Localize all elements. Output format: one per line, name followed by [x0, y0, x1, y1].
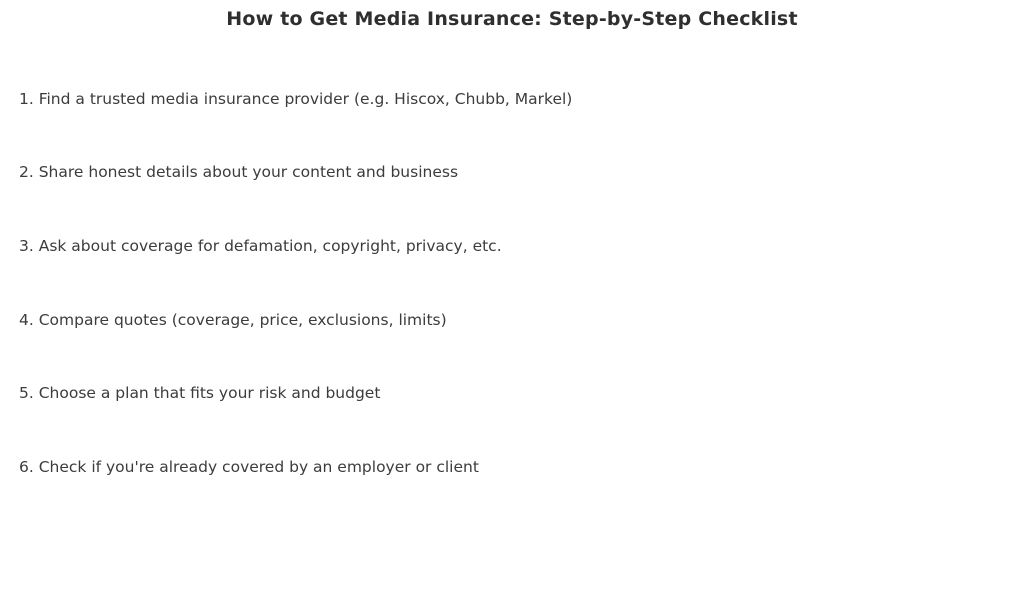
checklist-item-3: 3. Ask about coverage for defamation, copyright, privacy, etc.: [19, 237, 502, 255]
checklist-item-2: 2. Share honest details about your content and business: [19, 163, 459, 181]
checklist-item-4: 4. Compare quotes (coverage, price, exclusions, limits): [19, 311, 447, 329]
checklist-item-1: 1. Find a trusted media insurance provider (e.g. Hiscox, Chubb, Markel): [19, 90, 573, 108]
checklist-item-6: 6. Check if you're already covered by an employer or client: [19, 458, 479, 476]
checklist-item-5: 5. Choose a plan that fits your risk and budget: [19, 384, 381, 402]
page-title: How to Get Media Insurance: Step-by-Step Checklist: [226, 8, 798, 30]
